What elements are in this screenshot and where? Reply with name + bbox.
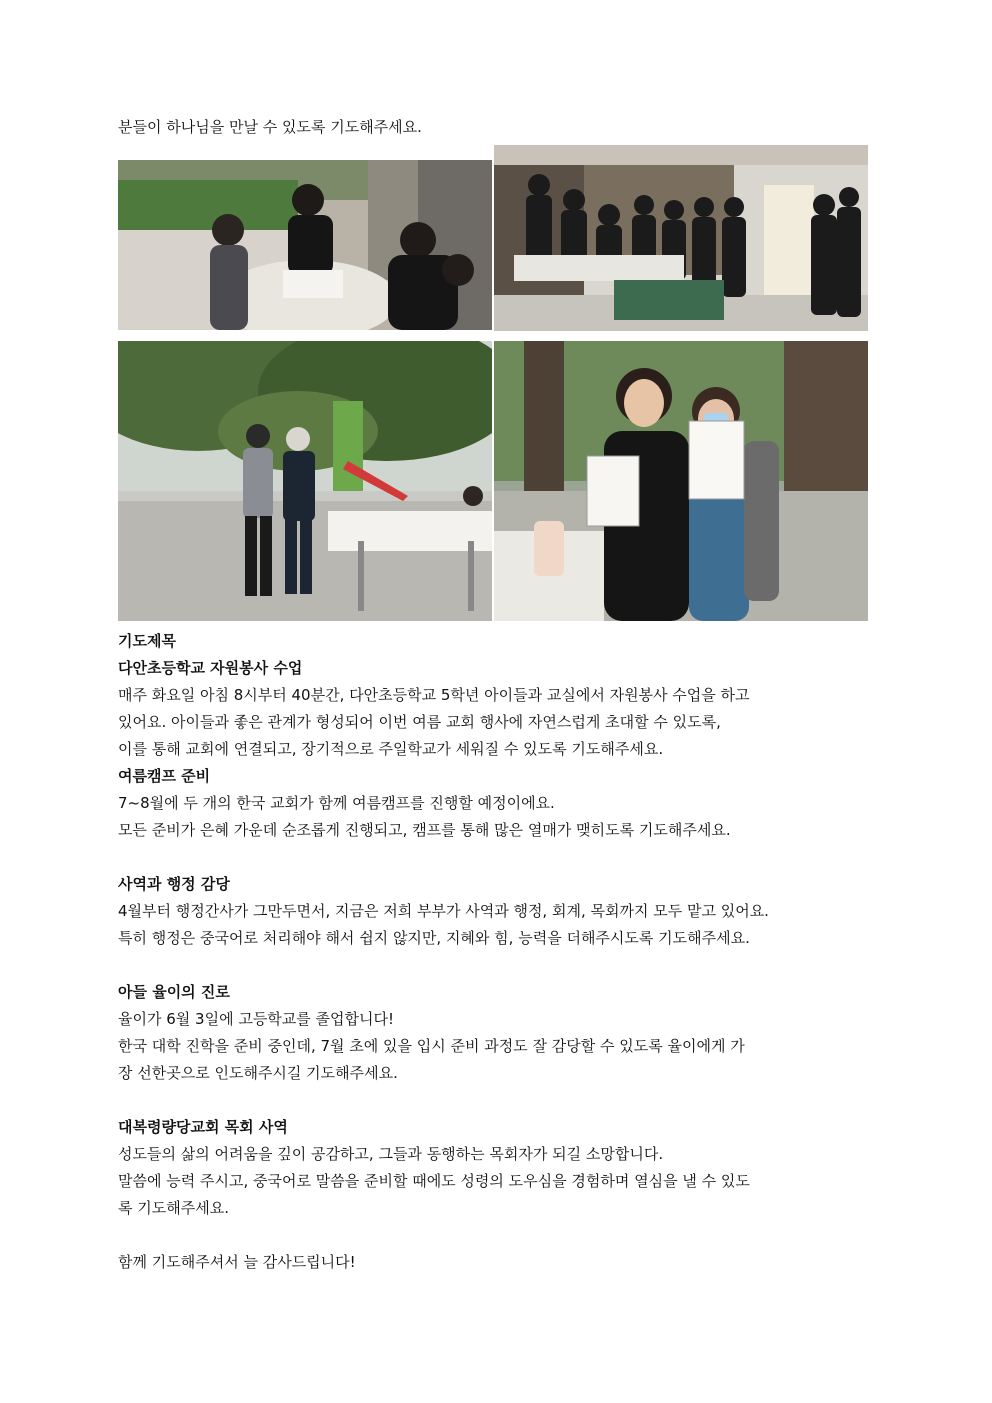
body-line: 록 기도해주세요. [118, 1199, 229, 1217]
photo-two-women-calligraphy [494, 341, 868, 621]
photo-group-volunteers [494, 145, 868, 331]
prayer-title: 기도제목 [118, 632, 176, 650]
body-line: 이를 통해 교회에 연결되고, 장기적으로 주일학교가 세워질 수 있도록 기도해주세요. [118, 740, 664, 758]
section-heading: 다안초등학교 자원봉사 수업 [118, 659, 303, 677]
body-line: 장 선한곳으로 인도해주시길 기도해주세요. [118, 1064, 398, 1082]
body-line: 모든 준비가 은혜 가운데 순조롭게 진행되고, 캠프를 통해 많은 열매가 맺히도록 기도해주세요. [118, 821, 731, 839]
body-line: 매주 화요일 아침 8시부터 40분간, 다안초등학교 5학년 아이들과 교실에서 자원봉사 수업을 하고 [118, 686, 750, 704]
section-heading: 아들 율이의 진로 [118, 983, 230, 1001]
body-line: 율이가 6월 3일에 고등학교를 졸업합니다! [118, 1010, 395, 1028]
closing-line: 함께 기도해주셔서 늘 감사드립니다! [118, 1253, 356, 1271]
prayer-text [118, 628, 878, 1276]
body-line: 성도들의 삶의 어려움을 깊이 공감하고, 그들과 동행하는 목회자가 되길 소망합니다. [118, 1145, 664, 1163]
photo-booth-writing [118, 160, 492, 330]
body-line: 4월부터 행정간사가 그만두면서, 지금은 저희 부부가 사역과 행정, 회계, 목회까지 모두 맡고 있어요. [118, 902, 769, 920]
body-line: 말씀에 능력 주시고, 중국어로 말씀을 준비할 때에도 성령의 도우심을 경험하며 열심을 낼 수 있도 [118, 1172, 750, 1190]
section-heading: 대복령량당교회 목회 사역 [118, 1118, 288, 1136]
body-line: 있어요. 아이들과 좋은 관계가 형성되어 이번 여름 교회 행사에 자연스럽게 초대할 수 있도록, [118, 713, 721, 731]
body-line: 특히 행정은 중국어로 처리해야 해서 쉽지 않지만, 지혜와 힘, 능력을 더해주시도록 기도해주세요. [118, 929, 750, 947]
section-heading: 사역과 행정 감당 [118, 875, 230, 893]
photo-park-booth [118, 341, 492, 621]
body-line: 한국 대학 진학을 준비 중인데, 7월 초에 있을 입시 준비 과정도 잘 감당할 수 있도록 율이에게 가 [118, 1037, 745, 1055]
body-line: 7~8월에 두 개의 한국 교회가 함께 여름캠프를 진행할 예정이에요. [118, 794, 555, 812]
section-heading: 여름캠프 준비 [118, 767, 211, 785]
intro-line: 분들이 하나님을 만날 수 있도록 기도해주세요. [118, 118, 422, 136]
